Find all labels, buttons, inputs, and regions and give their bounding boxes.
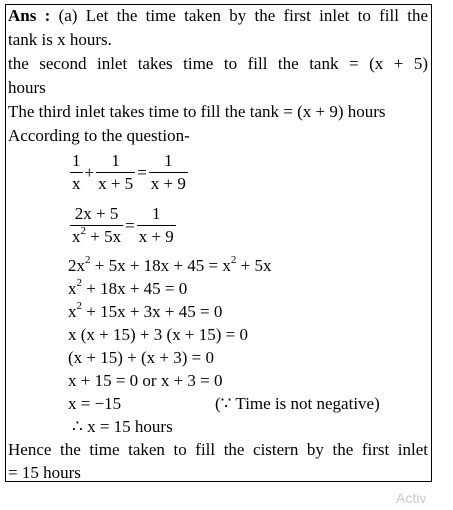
- denominator: x: [72, 174, 81, 193]
- exponent: 2: [76, 300, 82, 313]
- fraction: [96, 150, 135, 195]
- numerator: 1: [137, 203, 176, 226]
- numerator: 1: [96, 150, 135, 173]
- term: + 5x: [236, 256, 272, 275]
- equation-2: [70, 203, 176, 248]
- term: x: [68, 302, 77, 321]
- term: + 5x + 18x + 45 = x: [90, 256, 231, 275]
- denominator: x + 5: [98, 174, 134, 193]
- answer-intro-line: [8, 4, 428, 28]
- fraction: [70, 203, 123, 248]
- step-4: x (x + 15) + 3 (x + 15) = 0: [68, 325, 248, 344]
- exponent: 2: [230, 254, 237, 267]
- term: x: [68, 279, 77, 298]
- term: 2x: [68, 256, 85, 275]
- step-3: [68, 300, 222, 324]
- denominator: [70, 226, 123, 248]
- term: + 18x + 45 = 0: [82, 279, 188, 298]
- exponent: 2: [85, 254, 91, 267]
- step-1: [68, 254, 271, 278]
- step-8: ∴ x = 15 hours: [72, 417, 173, 436]
- denominator: x + 9: [138, 227, 174, 246]
- fraction: [137, 203, 176, 248]
- numerator: 2x + 5: [70, 203, 123, 226]
- equation-1: [70, 150, 188, 195]
- numerator: 1: [149, 150, 188, 173]
- step-2: [68, 277, 187, 301]
- step-7-note: (∵ Time is not negative): [215, 394, 380, 413]
- equals-operator: =: [137, 162, 147, 182]
- denominator: x + 9: [150, 174, 186, 193]
- exponent: 2: [76, 277, 82, 290]
- answer-line-6: According to the question-: [8, 126, 190, 145]
- plus-operator: +: [84, 162, 95, 182]
- step-6: x + 15 = 0 or x + 3 = 0: [68, 371, 223, 390]
- step-7: x = −15: [68, 394, 122, 413]
- term: + 5x: [86, 227, 122, 246]
- equals-operator: =: [125, 215, 135, 235]
- fraction: [70, 150, 83, 195]
- fraction: [149, 150, 188, 195]
- answer-line-4: hours: [8, 78, 46, 97]
- watermark-text: Activ: [396, 490, 427, 506]
- answer-line-3: the second inlet takes time to fill the tank = (x + 5): [8, 54, 428, 73]
- conclusion-line-1: Hence the time taken to fill the cistern by the first inlet: [8, 440, 428, 459]
- term: + 15x + 3x + 45 = 0: [82, 302, 223, 321]
- step-5: (x + 15) + (x + 3) = 0: [68, 348, 214, 367]
- term: x: [72, 227, 81, 246]
- answer-label: Ans :: [8, 6, 51, 25]
- answer-line-2: tank is x hours.: [8, 30, 112, 49]
- conclusion-line-2: = 15 hours: [8, 463, 81, 482]
- numerator: 1: [70, 150, 83, 173]
- answer-line-1: (a) Let the time taken by the first inlet to fill the: [58, 6, 429, 25]
- answer-line-5: The third inlet takes time to fill the tank = (x + 9) hours: [8, 102, 386, 121]
- exponent: 2: [80, 225, 86, 238]
